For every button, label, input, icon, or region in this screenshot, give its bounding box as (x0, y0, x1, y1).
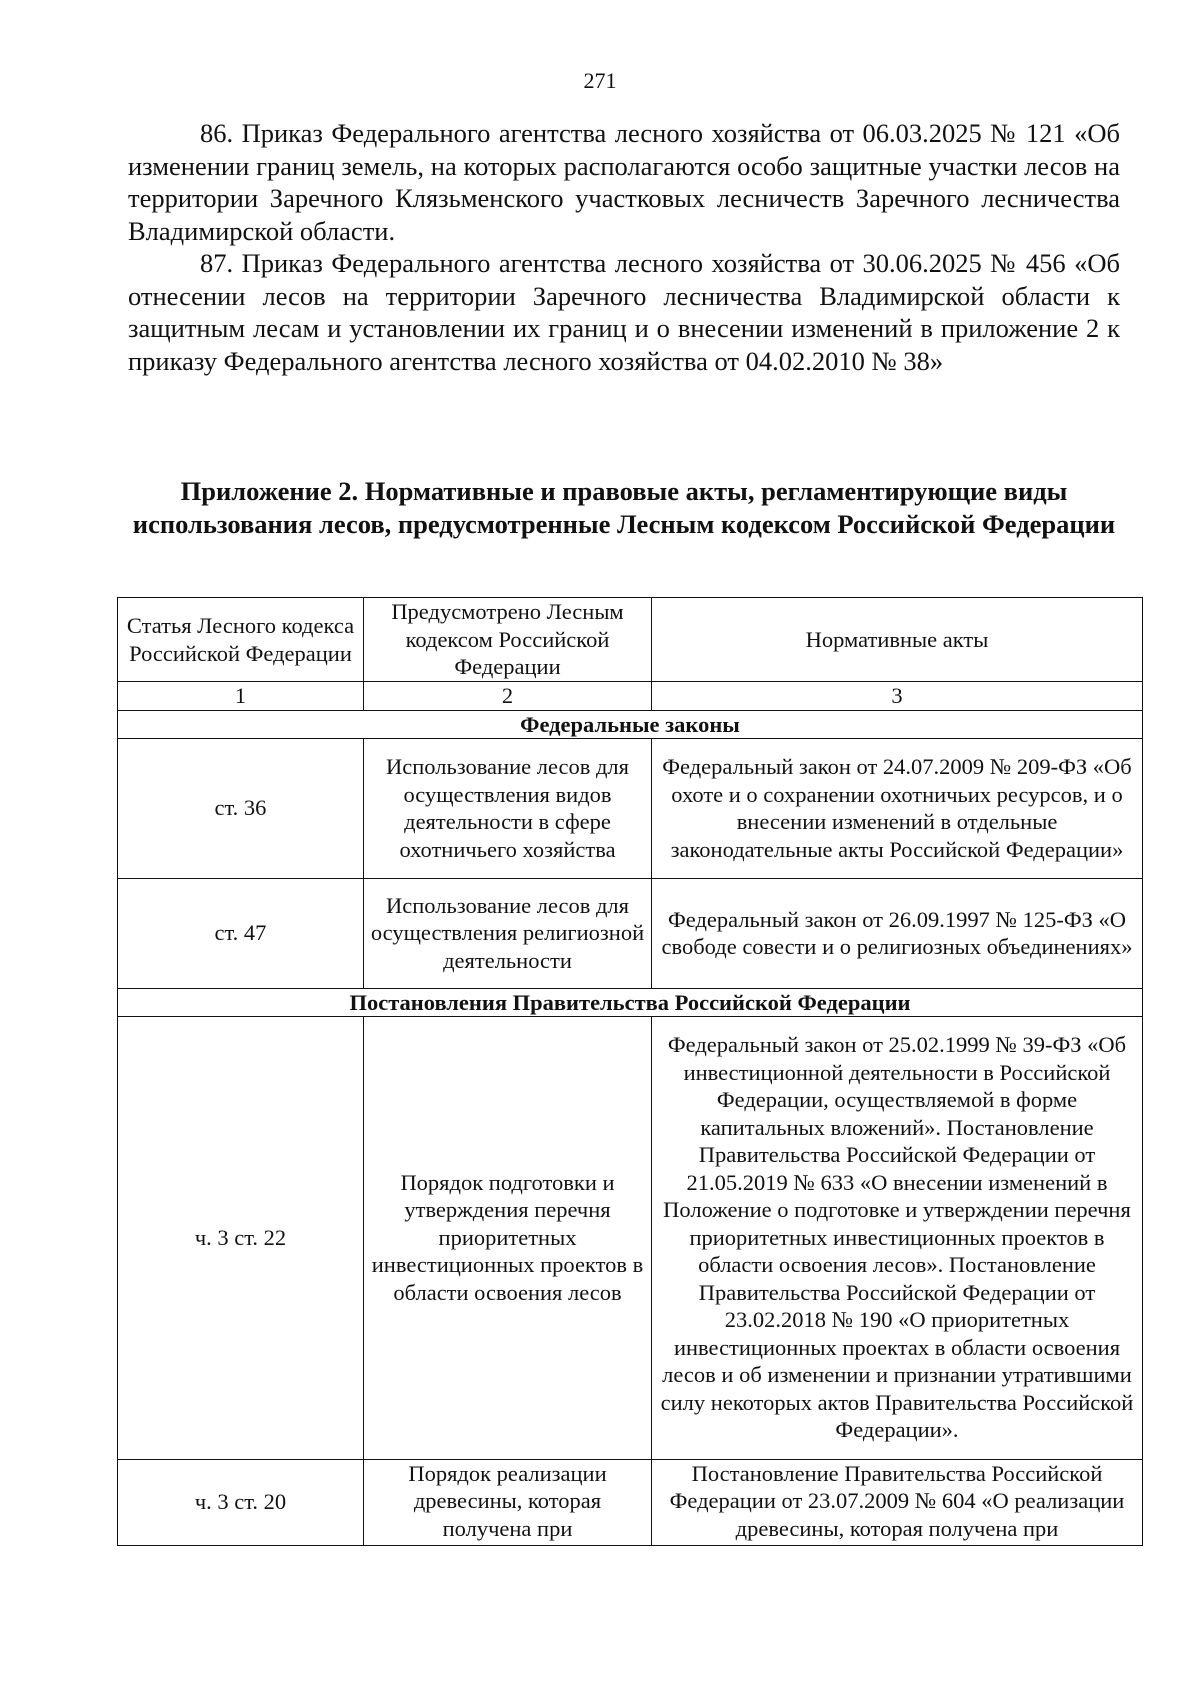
cell-acts (652, 1459, 1143, 1545)
cell-acts: Федеральный закон от 24.07.2009 № 209-ФЗ «Об охоте и о сохранении охотничьих ресурсов, и о внесении изменений в отдельные законодательные акты Российской Федерации» (652, 738, 1143, 878)
column-number-row (118, 682, 1143, 711)
header-provision: Предусмотрено Лесным кодексом Российской Федерации (364, 598, 652, 682)
table-row (118, 1459, 1143, 1545)
cell-provision: Порядок подготовки и утверждения перечня приоритетных инвестиционных проектов в области освоения лесов (364, 1016, 652, 1459)
table-row (118, 738, 1143, 878)
reference-item-87: 87. Приказ Федерального агентства лесного хозяйства от 30.06.2025 № 456 «Об отнесении лесов на территории Заречного лесничества Владимирской области к защитным лесам и установлении их границ и о внесении изменений в приложение 2 к приказу Федерального агентства лесного хозяйства от 04.02.2010 № 38» (128, 248, 1120, 376)
section-title: Постановления Правительства Российской Федерации (118, 988, 1143, 1016)
table-row (118, 1016, 1143, 1459)
cell-provision (364, 1459, 652, 1545)
cell-provision: Использование лесов для осуществления религиозной деятельности (364, 878, 652, 988)
cell-acts: Федеральный закон от 26.09.1997 № 125-ФЗ «О свободе совести и о религиозных объединениях» (652, 878, 1143, 988)
column-number: 2 (364, 682, 652, 711)
column-number: 3 (652, 682, 1143, 711)
table-header-row (118, 598, 1143, 682)
header-acts: Нормативные акты (652, 598, 1143, 682)
cell-provision-text: Порядок реализации древесины, которая получена при (408, 1460, 607, 1541)
cell-provision: Использование лесов для осуществления видов деятельности в сфере охотничьего хозяйства (364, 738, 652, 878)
section-row (118, 710, 1143, 738)
cell-article: ст. 47 (118, 878, 364, 988)
cell-article: ч. 3 ст. 20 (118, 1459, 364, 1545)
references-list (128, 117, 1120, 377)
reference-item-86: 86. Приказ Федерального агентства лесного хозяйства от 06.03.2025 № 121 «Об изменении границ земель, на которых располагаются особо защитные участки лесов на территории Заречного Клязьменского участковых лесничеств Заречного лесничества Владимирской области. (128, 118, 1120, 246)
section-title: Федеральные законы (118, 710, 1143, 738)
section-row (118, 988, 1143, 1016)
cell-article: ст. 36 (118, 738, 364, 878)
cell-acts-text: Постановление Правительства Российской Федерации от 23.07.2009 № 604 «О реализации древесины, которая получена при (669, 1460, 1125, 1541)
column-number: 1 (118, 682, 364, 711)
table-row (118, 878, 1143, 988)
legal-acts-table (117, 597, 1143, 1546)
header-article: Статья Лесного кодекса Российской Федерации (118, 598, 364, 682)
cell-article: ч. 3 ст. 22 (118, 1016, 364, 1459)
page-number: 271 (583, 68, 617, 93)
appendix-heading: Приложение 2. Нормативные и правовые акты, регламентирующие виды использования лесов, предусмотренные Лесным кодексом Российской Федерации (132, 476, 1116, 539)
cell-acts: Федеральный закон от 25.02.1999 № 39-ФЗ «Об инвестиционной деятельности в Российской Федерации, осуществляемой в форме капитальных вложений». Постановление Правительства Российской Федерации от 21.05.2019 № 633 «О внесении изменений в Положение о подготовке и утверждении перечня приоритетных инвестиционных проектов в области освоения лесов». Постановление Правительства Российской Федерации от 23.02.2018 № 190 «О приоритетных инвестиционных проектах в области освоения лесов и об изменении и признании утратившими силу некоторых актов Правительства Российской Федерации». (652, 1016, 1143, 1459)
